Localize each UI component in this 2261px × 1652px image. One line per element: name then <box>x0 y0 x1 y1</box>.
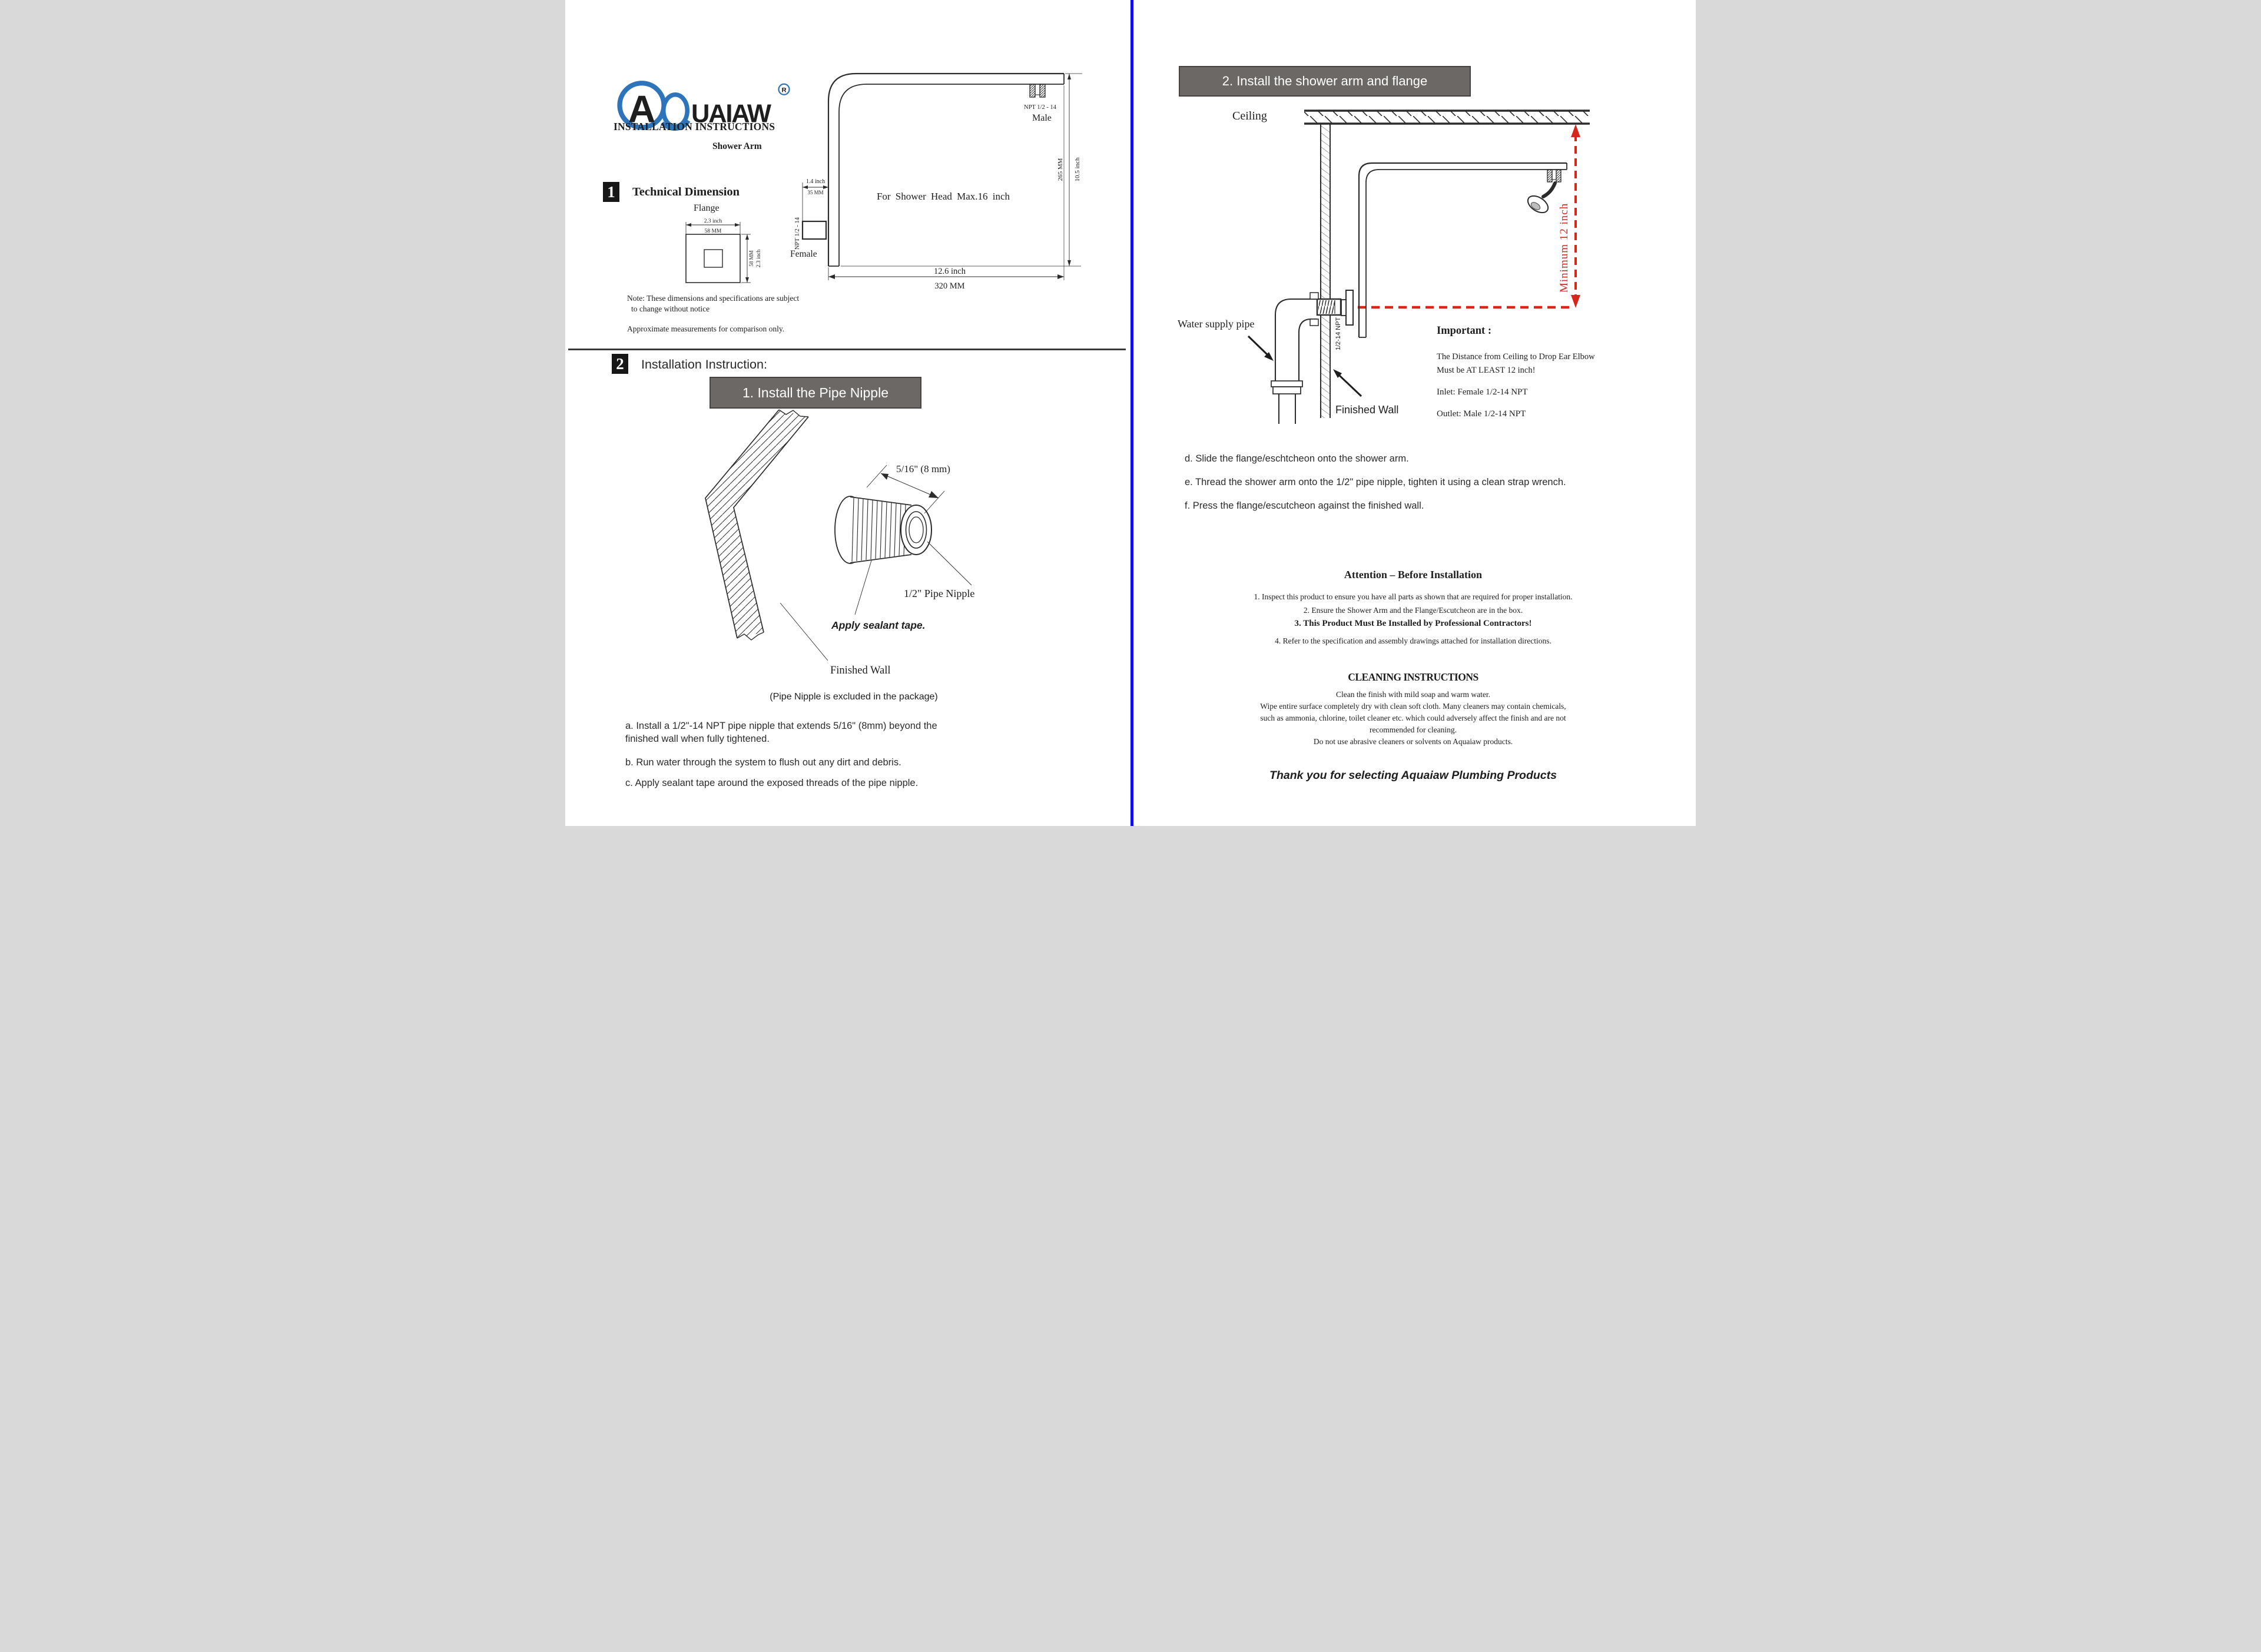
svg-text:10.5 inch: 10.5 inch <box>1074 157 1081 182</box>
male-fitting <box>1030 84 1045 97</box>
aquaiaw-logo <box>615 69 792 147</box>
step1-item-b: b. Run water through the system to flush out any dirt and debris. <box>625 757 901 768</box>
minimum-distance-label: Minimum 12 inch <box>1558 203 1570 293</box>
flange-diagram <box>681 217 784 290</box>
water-supply-arrow <box>1248 336 1274 361</box>
finished-wall-label: Finished Wall <box>830 665 891 676</box>
finished-wall-label2: Finished Wall <box>1335 404 1399 416</box>
section-divider <box>568 349 1126 350</box>
female-label: Female <box>790 249 817 259</box>
flange-escutcheon <box>1341 290 1353 325</box>
step2-item-e: e. Thread the shower arm onto the 1/2" pipe nipple, tighten it using a clean strap wrench. <box>1185 477 1566 487</box>
step1-item-c: c. Apply sealant tape around the exposed threads of the pipe nipple. <box>625 778 919 788</box>
note-line3: Approximate measurements for comparison only. <box>627 324 785 333</box>
svg-text:58 MM: 58 MM <box>748 250 754 267</box>
ceiling-label: Ceiling <box>1232 110 1267 122</box>
step2-banner: 2. Install the shower arm and flange <box>1179 66 1471 97</box>
water-supply-label: Water supply pipe <box>1178 318 1255 330</box>
logo-letters-rest: UAIAW <box>691 99 770 128</box>
svg-text:12.6 inch: 12.6 inch <box>934 267 966 276</box>
nipple-label: 1/2" Pipe Nipple <box>904 588 975 599</box>
attention-item-3: 3. This Product Must Be Installed by Professional Contractors! <box>1294 619 1532 628</box>
shower-head-icon <box>1525 183 1555 216</box>
shower-arm <box>1359 163 1567 337</box>
offset-dimension <box>803 178 828 221</box>
attention-item-1: 1. Inspect this product to ensure you have all parts as shown that are required for proper installation. <box>1254 592 1573 601</box>
outlet-spec: Outlet: Male 1/2-14 NPT <box>1437 409 1526 419</box>
page-subtitle: Shower Arm <box>712 141 762 151</box>
section1-number-badge: 1 <box>603 182 619 202</box>
important-line1: The Distance from Ceiling to Drop Ear Elbow <box>1437 352 1595 361</box>
pipe-nipple <box>835 496 931 563</box>
finished-wall-arrow <box>1333 369 1361 396</box>
svg-text:1.4 inch: 1.4 inch <box>805 178 826 185</box>
flange-width-dimension <box>686 218 740 234</box>
svg-text:35 MM: 35 MM <box>807 190 824 195</box>
svg-text:2.3 inch: 2.3 inch <box>756 249 762 268</box>
cleaning-line-2: Wipe entire surface completely dry with clean soft cloth. Many cleaners may contain chemicals, <box>1260 702 1566 711</box>
flange-outer-square <box>686 234 740 283</box>
registered-letter: R <box>781 87 787 94</box>
shower-arm-install-diagram <box>1178 103 1604 433</box>
cleaning-line-5: Do not use abrasive cleaners or solvents on Aquaiaw products. <box>1313 737 1513 746</box>
flange-height-dimension <box>741 234 762 283</box>
section1-title: Technical Dimension <box>632 185 740 198</box>
attention-item-2: 2. Ensure the Shower Arm and the Flange/Escutcheon are in the box. <box>1303 606 1523 615</box>
ceiling <box>1304 111 1590 124</box>
column-divider <box>1130 0 1133 826</box>
nipple-leader-line <box>927 542 972 585</box>
svg-text:320 MM: 320 MM <box>934 281 965 291</box>
npt-male-label: NPT 1/2 - 14 <box>1024 104 1056 111</box>
instruction-sheet <box>565 0 1696 826</box>
center-note-label: For Shower Head Max.16 inch <box>876 191 1010 202</box>
flange-inner-square <box>704 250 722 267</box>
npt-size-label: 1/2-14 NPT <box>1335 317 1342 350</box>
section2-title: Installation Instruction: <box>641 357 767 371</box>
step1-item-a: a. Install a 1/2"-14 NPT pipe nipple that extends 5/16" (8mm) beyond the finished wall when fully tightened. <box>625 721 937 745</box>
wall-leader-line <box>780 603 828 661</box>
height-dimension <box>1057 74 1082 266</box>
female-fitting <box>803 221 826 239</box>
logo-letter-a: A <box>628 88 656 131</box>
step2-item-d: d. Slide the flange/eschtcheon onto the shower arm. <box>1185 453 1409 464</box>
flange-label: Flange <box>694 203 720 213</box>
sealant-label: Apply sealant tape. <box>831 619 926 631</box>
important-title: Important : <box>1437 325 1492 337</box>
pipe-nipple-diagram <box>654 407 1030 708</box>
step1-banner: 1. Install the Pipe Nipple <box>710 377 921 409</box>
svg-text:58 MM: 58 MM <box>704 228 722 234</box>
minimum-distance-dimension <box>1317 124 1580 308</box>
arm-inner-profile <box>839 84 1064 266</box>
arm-outer-profile <box>828 74 1064 266</box>
attention-item-4: 4. Refer to the specification and assembly drawings attached for installation directions. <box>1275 636 1551 645</box>
arm-male-outlet <box>1547 170 1561 182</box>
note-line2: to change without notice <box>631 304 710 313</box>
protrusion-dim-label: 5/16" (8 mm) <box>896 463 950 475</box>
wall-pipe-nipple <box>1317 299 1341 315</box>
package-note: (Pipe Nipple is excluded in the package) <box>770 692 938 702</box>
thank-you-line: Thank you for selecting Aquaiaw Plumbing Products <box>1269 769 1557 782</box>
npt-female-label: NPT 1/2 - 14 <box>794 217 801 250</box>
section2-number-badge: 2 <box>612 354 628 374</box>
sealant-leader-line <box>855 560 871 615</box>
important-line2: Must be AT LEAST 12 inch! <box>1437 366 1536 375</box>
cleaning-line-4: recommended for cleaning. <box>1369 725 1457 734</box>
cleaning-title: CLEANING INSTRUCTIONS <box>1348 671 1478 683</box>
attention-title: Attention – Before Installation <box>1344 569 1483 580</box>
inlet-spec: Inlet: Female 1/2-14 NPT <box>1437 387 1528 397</box>
cleaning-line-1: Clean the finish with mild soap and warm water. <box>1335 690 1491 699</box>
svg-text:265 MM: 265 MM <box>1057 158 1064 181</box>
svg-text:2.3 inch: 2.3 inch <box>704 218 722 224</box>
step2-item-f: f. Press the flange/escutcheon against the finished wall. <box>1185 500 1424 511</box>
page-title: INSTALLATION INSTRUCTIONS <box>614 121 775 132</box>
note-line1: Note: These dimensions and specifications are subject <box>627 294 800 303</box>
cleaning-line-3: such as ammonia, chlorine, toilet cleaner etc. which could adversely affect the finish and are not <box>1260 714 1566 722</box>
finished-wall <box>1321 124 1330 418</box>
shower-arm-technical-drawing <box>789 66 1098 301</box>
wall-section <box>705 410 808 640</box>
water-supply-elbow <box>1271 293 1318 424</box>
male-label: Male <box>1032 113 1052 123</box>
